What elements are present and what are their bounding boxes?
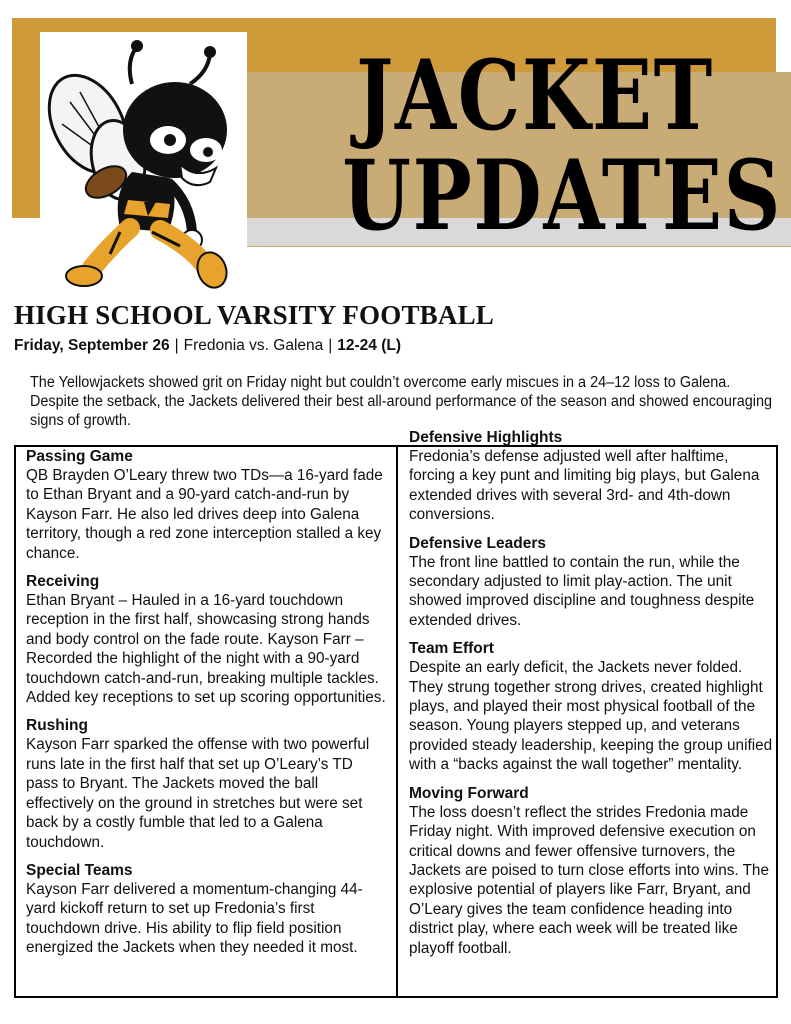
section-moving-forward [409, 784, 774, 958]
section-heading: Rushing [26, 717, 88, 735]
mascot-logo [40, 32, 247, 298]
game-date: Friday, September 26 [14, 337, 170, 354]
section-defensive-leaders [409, 534, 774, 631]
section-receiving [26, 572, 388, 707]
section-heading: Passing Game [26, 448, 133, 465]
section-body: Kayson Farr sparked the offense with two powerful runs late in the first half that set up O’Leary’s TD pass to Bryant. The Jackets moved the ball effectively on the ground in stretches but were set back by a costly fumble that led to a Galena touchdown. [26, 736, 370, 851]
section-special-teams [26, 861, 388, 958]
intro-paragraph: The Yellowjackets showed grit on Friday night but couldn’t overcome early miscues in a 24–12 loss to Galena. Despite the setback, the Jackets delivered their best all-around performance of the season and showed encouraging signs of growth. [30, 374, 773, 429]
section-defensive-highlights [409, 428, 774, 525]
game-info-line [14, 337, 401, 355]
yellowjacket-mascot-icon [40, 32, 247, 298]
section-body: Ethan Bryant – Hauled in a 16-yard touchdown reception in the first half, showcasing strong hands and body control on the fade route. Kayson Farr – Recorded the highlight of the night with a 90-yard touchdown catch-and-run, breaking multiple tackles. Added key receptions to set up scoring opportunities. [26, 592, 386, 707]
section-body: Fredonia’s defense adjusted well after halftime, forcing a key punt and limiting big plays, but Galena extended drives with several 3rd- and 4th-down conversions. [409, 448, 760, 524]
section-heading: Receiving [26, 573, 100, 591]
section-body: Kayson Farr delivered a momentum-changing 44-yard kickoff return to set up Fredonia’s first touchdown drive. His ability to flip field position energized the Jackets when they needed it most. [26, 880, 363, 957]
separator: | [174, 337, 179, 354]
section-heading: Defensive Highlights [409, 429, 563, 446]
banner-title-line-2: UPDATES [342, 139, 783, 252]
section-body: Despite an early deficit, the Jackets never folded. They strung together strong drives, created highlight plays, and played their most physical football of the season. Young players stepped up, and veterans provided steady leadership, keeping the group unified with a “backs against the wall together” mentality. [409, 659, 773, 774]
separator: | [328, 337, 333, 354]
left-column [26, 447, 388, 967]
banner-title-line-1: JACKET [356, 39, 714, 152]
section-body: QB Brayden O’Leary threw two TDs—a 16-yard fade to Ethan Bryant and a 90-yard catch-and-run by Kayson Farr. He also led drives deep into Galena territory, though a red zone interception stalled a key chance. [26, 467, 383, 562]
section-body: The loss doesn’t reflect the strides Fredonia made Friday night. With improved defensive execution on critical downs and fewer offensive turnovers, the Jackets are poised to turn close efforts into wins. The explosive potential of players like Farr, Bryant, and O’Leary gives the team confidence heading into district play, where each week will be treated like playoff football. [409, 803, 769, 957]
section-body: The front line battled to contain the run, while the secondary adjusted to limit play-action. The unit showed improved discipline and toughness despite extended drives. [409, 553, 755, 629]
right-column [409, 428, 774, 967]
section-rushing [26, 716, 388, 851]
column-divider [396, 445, 398, 998]
section-heading: Special Teams [26, 861, 133, 879]
game-score: 12-24 (L) [337, 337, 402, 354]
section-heading: Defensive Leaders [409, 534, 546, 552]
article-headline: HIGH SCHOOL VARSITY FOOTBALL [14, 300, 494, 330]
section-team-effort [409, 639, 774, 774]
section-passing-game [26, 447, 388, 563]
game-matchup: Fredonia vs. Galena [183, 337, 324, 354]
section-heading: Team Effort [409, 640, 494, 658]
section-heading: Moving Forward [409, 784, 529, 802]
